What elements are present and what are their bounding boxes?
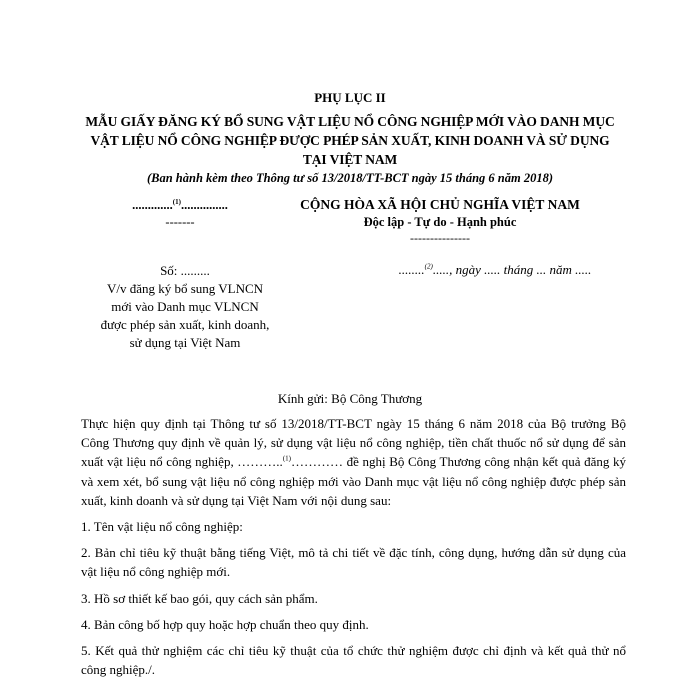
subject-line-4: sử dụng tại Việt Nam xyxy=(129,335,241,350)
document-body xyxy=(81,414,626,679)
form-title-line-2: VẬT LIỆU NỔ CÔNG NGHIỆP ĐƯỢC PHÉP SẢN XUẤT, KINH DOANH VÀ SỬ DỤNG xyxy=(90,133,610,148)
footnote-ref-2: (2) xyxy=(424,262,433,271)
issued-note: (Ban hành kèm theo Thông tư số 13/2018/TT-BCT ngày 15 tháng 6 năm 2018) xyxy=(146,171,554,185)
national-header xyxy=(270,196,610,246)
recipient-line: Kính gửi: Bộ Công Thương xyxy=(277,391,423,406)
form-title xyxy=(70,112,630,169)
footnote-ref-1: (1) xyxy=(172,197,181,206)
organization-divider: ------- xyxy=(165,215,195,229)
place-date-line: ........$^{(2)}$....., ngày ..... tháng ... năm ..... xyxy=(398,262,592,277)
footnote-ref-1-body: (1) xyxy=(282,455,291,464)
subject-line-2: mới vào Danh mục VLNCN xyxy=(111,299,259,314)
document-number-block xyxy=(60,262,310,352)
list-item: 4. Bản công bố hợp quy hoặc hợp chuẩn theo quy định. xyxy=(81,616,369,632)
national-title: CỘNG HÒA XÃ HỘI CHỦ NGHĨA VIỆT NAM xyxy=(300,197,580,212)
list-item: 3. Hồ sơ thiết kế bao gói, quy cách sản phẩm. xyxy=(81,590,318,606)
motto-divider: --------------- xyxy=(410,231,470,245)
national-motto: Độc lập - Tự do - Hạnh phúc xyxy=(363,215,517,229)
subject-line-3: được phép sản xuất, kinh doanh, xyxy=(100,317,270,332)
document-number: Số: ......... xyxy=(160,263,210,278)
list-item: 2. Bản chỉ tiêu kỹ thuật bằng tiếng Việt, mô tả chi tiết về đặc tính, công dụng, hướng dẫn sử dụng của vật liệu nổ công nghiệp mới. xyxy=(81,545,626,580)
organization-name-placeholder: .............$^{(1)}$............... xyxy=(132,197,228,212)
list-item: 5. Kết quả thử nghiệm các chỉ tiêu kỹ thuật của tổ chức thử nghiệm được chỉ định và kết quả thử nổ công nghiệp./. xyxy=(81,643,626,678)
intro-paragraph: Thực hiện quy định tại Thông tư số 13/2018/TT-BCT ngày 15 tháng 6 năm 2018 của Bộ trưởng Bộ Công Thương quy định về quản lý, sử dụng vật liệu nổ công nghiệp, tiền chất thuốc nổ sử dụng để sản xuất vật liệu nổ công nghiệp, ………..$^{(1)}$………… đề nghị Bộ Công Thương công nhận kết quả đăng ký và xem xét, bổ sung vật liệu nổ công nghiệp mới vào Danh mục vật liệu nổ công nghiệp được phép sản xuất, kinh doanh và sử dụng tại Việt Nam với nội dung sau: xyxy=(81,416,626,508)
form-title-line-3: TẠI VIỆT NAM xyxy=(302,152,398,167)
organization-header xyxy=(100,197,260,231)
list-item: 1. Tên vật liệu nổ công nghiệp: xyxy=(81,519,243,535)
subject-line-1: V/v đăng ký bổ sung VLNCN xyxy=(106,281,264,296)
appendix-title: PHỤ LỤC II xyxy=(314,90,386,105)
form-title-line-1: MẪU GIẤY ĐĂNG KÝ BỔ SUNG VẬT LIỆU NỔ CÔNG NGHIỆP MỚI VÀO DANH MỤC xyxy=(85,114,615,129)
